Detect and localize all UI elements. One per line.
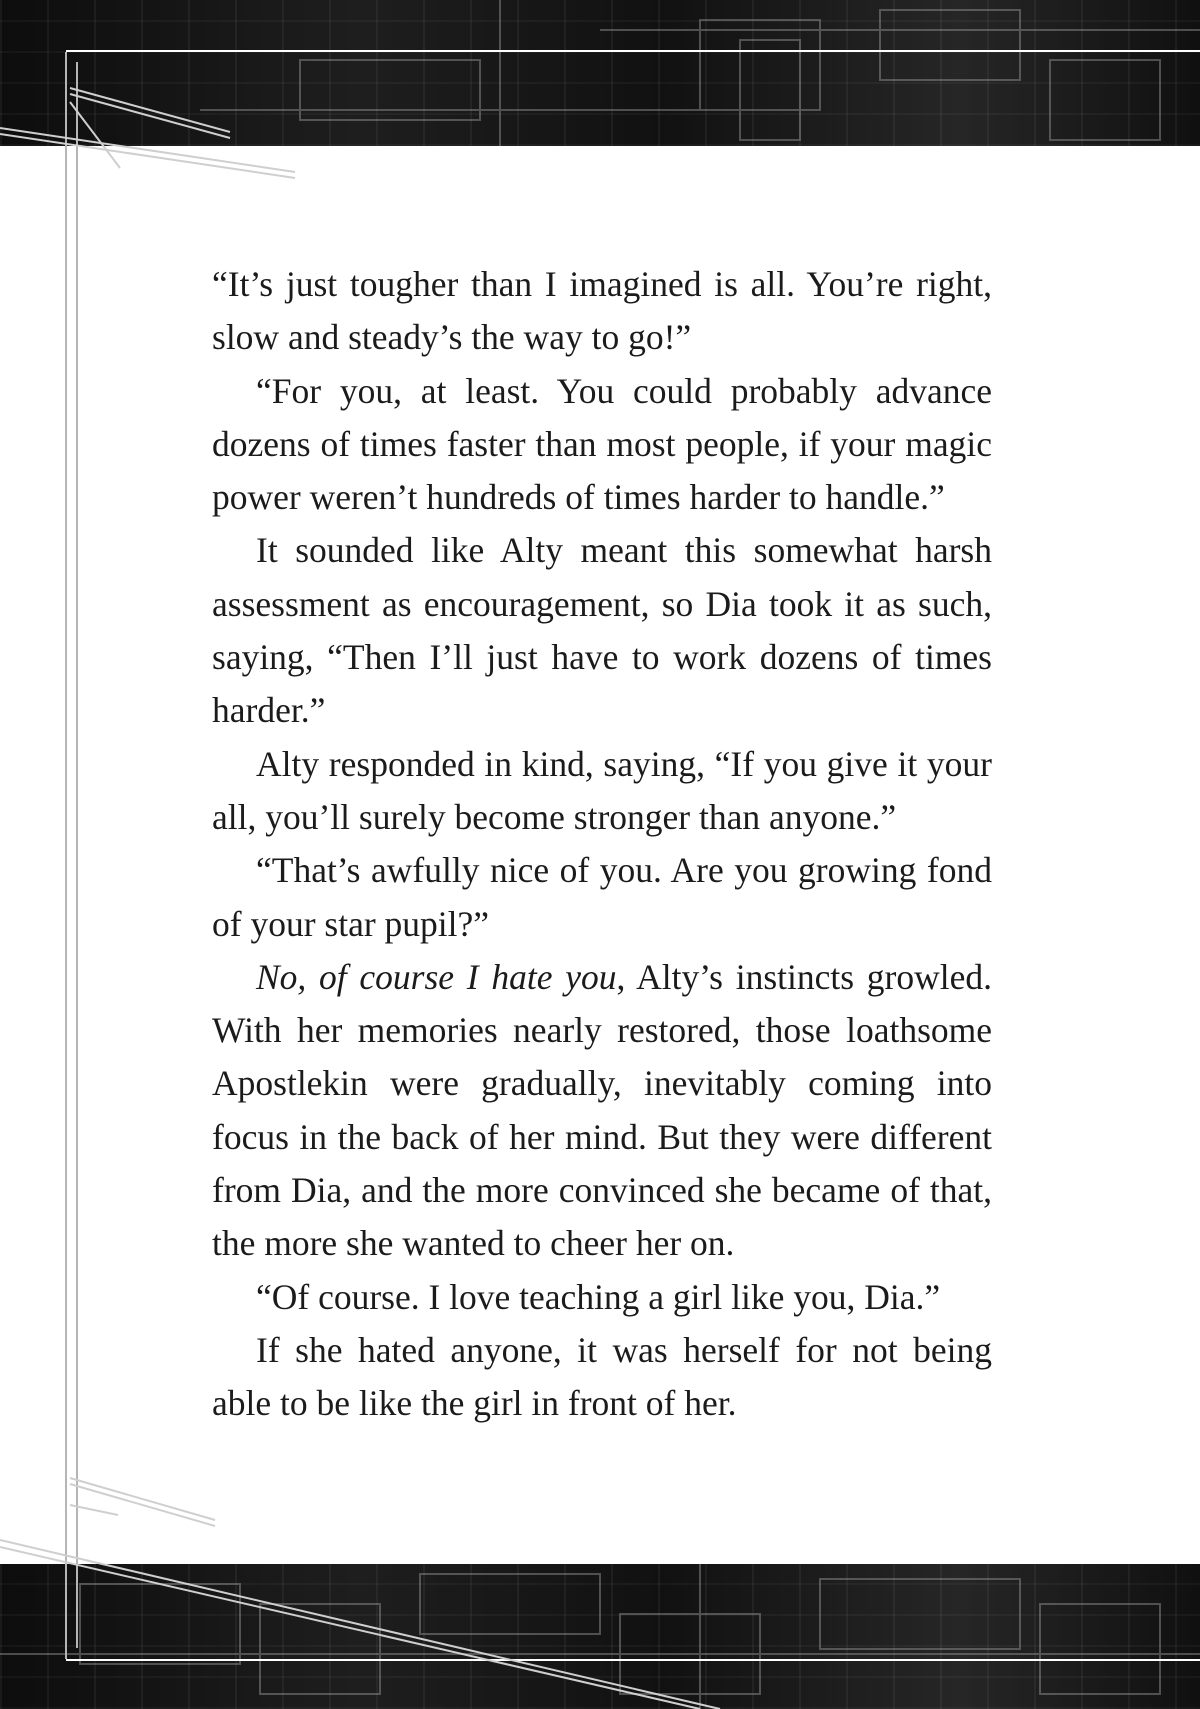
paragraph: “It’s just tougher than I imagined is all. You’re right, slow and steady’s the way to go!” (212, 264, 992, 358)
paragraph: It sounded like Alty meant this somewhat harsh assessment as encouragement, so Dia took it as such, saying, “Then I’ll just have to work dozens of times harder.” (212, 530, 992, 731)
paragraph: Alty responded in kind, saying, “If you give it your all, you’ll surely become stronger than anyone.” (212, 743, 992, 837)
body-text (212, 258, 992, 1431)
frame-top-line (66, 50, 1200, 52)
frame-bottom-line (66, 1659, 1200, 1661)
paragraph: If she hated anyone, it was herself for not being able to be like the girl in front of her. (212, 1329, 992, 1424)
paragraph: “Of course. I love teaching a girl like you, Dia.” (256, 1276, 941, 1317)
paragraph (212, 951, 992, 1271)
bottom-decorative-band (0, 1564, 1200, 1709)
top-decorative-band (0, 0, 1200, 146)
paragraph: “For you, at least. You could probably advance dozens of times faster than most people, if your magic power weren’t hundreds of times harder to handle.” (212, 370, 992, 518)
paragraph-text: , Alty’s instincts growled. With her memories nearly restored, those loathsome Apostlekin were gradually, inevitably coming into focus in the back of her mind. But they were different from Dia, and the more convinced she became of that, the more she wanted to cheer her on. (212, 956, 992, 1264)
italic-thought: No, of course I hate you (256, 956, 617, 997)
top-grid-pattern (0, 0, 1200, 146)
bottom-grid-pattern (0, 1564, 1200, 1709)
paragraph: “That’s awfully nice of you. Are you growing fond of your star pupil?” (212, 850, 992, 944)
